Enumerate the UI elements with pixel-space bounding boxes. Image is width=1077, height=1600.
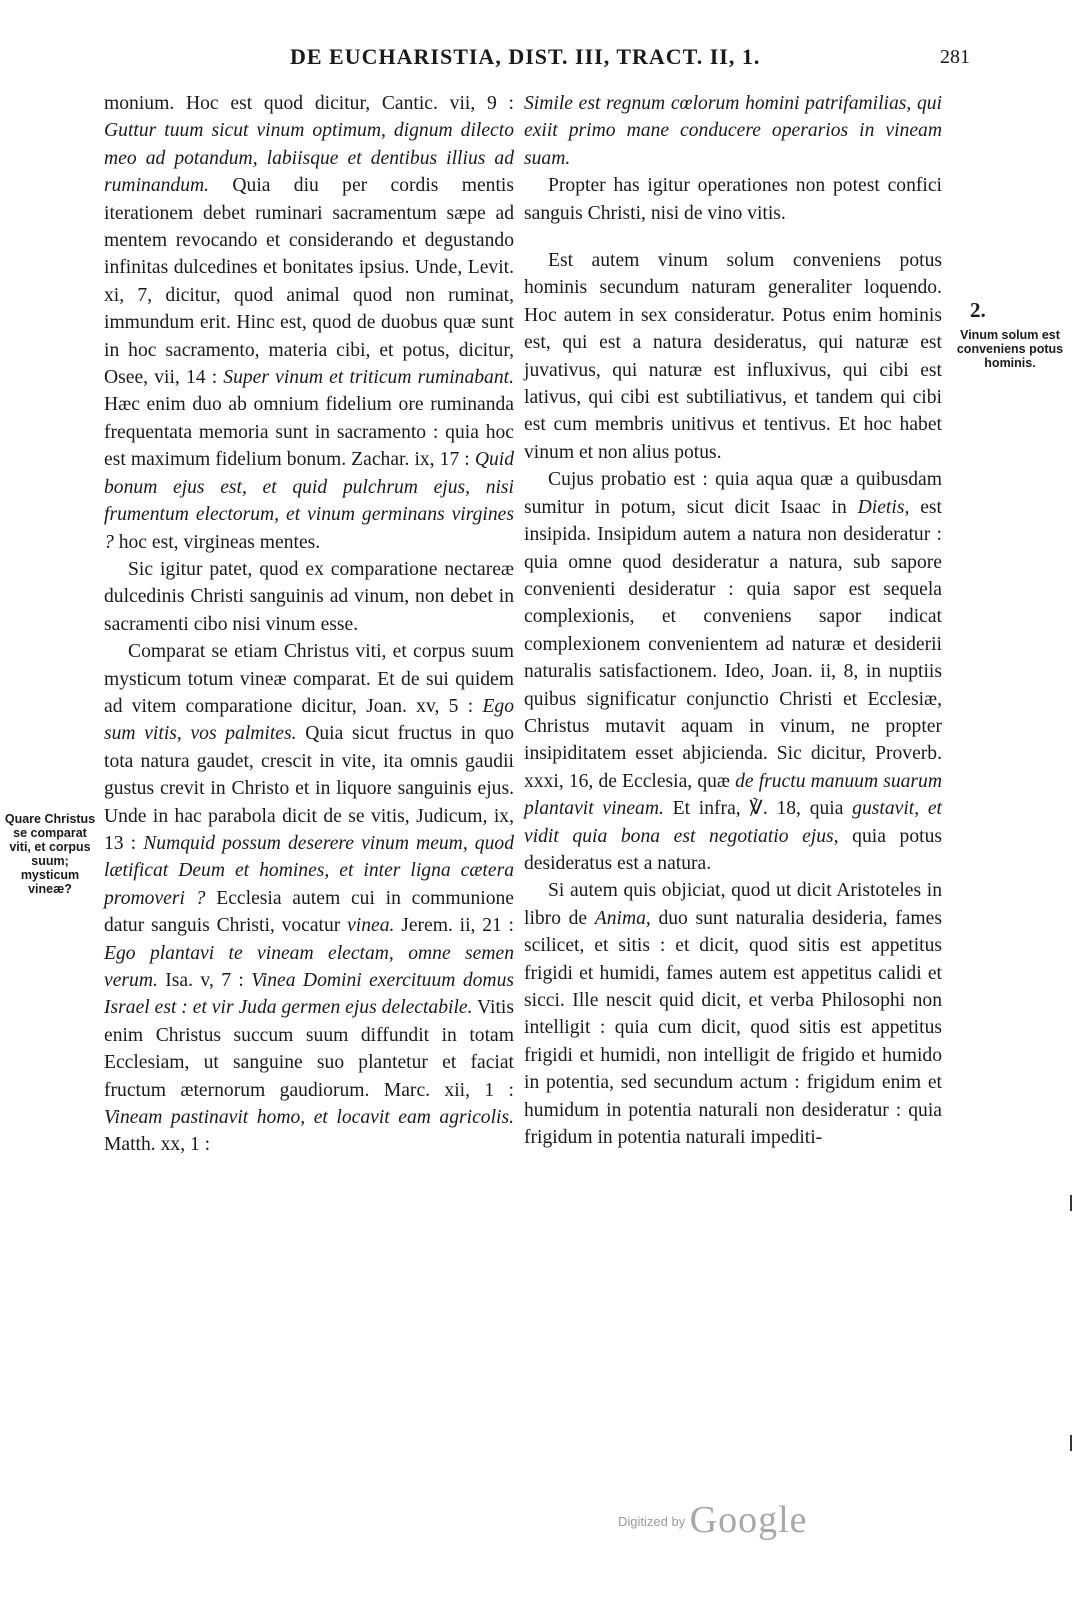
text-run: Hæc enim duo ab omnium fidelium ore ruminanda frequentata memoria sunt in sacramento : quia hoc est maximum fidelium bonum. Zachar. ix, 17 : xyxy=(104,394,514,471)
italic-quote: Numquid possum deserere vinum meum, quod lætificat Deum et homines, et inter ligna cætera promoveri ? xyxy=(104,832,514,909)
paragraph xyxy=(104,556,514,638)
italic-quote: Vinea Domini exercituum domus Israel est : et vir Juda germen ejus delectabile. xyxy=(104,970,514,1019)
text-run: Vitis enim Christus succum suum diffundit in totam Ecclesiam, ut sanguine suo plantetur et faciat fructum æternorum gaudiorum. Marc. xii, 1 : xyxy=(104,997,514,1101)
paragraph xyxy=(524,172,942,227)
right-edge-mark xyxy=(1070,1435,1072,1451)
italic-quote: Vineam pastinavit homo, et locavit eam agricolis. xyxy=(104,1107,514,1129)
paragraph xyxy=(104,638,514,1159)
italic-quote: Anima, xyxy=(594,907,651,929)
paragraph xyxy=(524,466,942,877)
page-number: 281 xyxy=(940,46,970,68)
italic-quote: Ego plantavi te vineam electam, omne semen verum. xyxy=(104,942,514,991)
italic-quote: Dietis, xyxy=(857,496,910,518)
text-run: Ecclesia autem cui in communione datur sanguis Christi, vocatur xyxy=(104,887,514,937)
right-edge-mark xyxy=(1070,1195,1072,1211)
text-run: Matth. xx, 1 : xyxy=(104,1134,211,1156)
text-run: Et infra, ℣. 18, quia xyxy=(663,798,853,820)
digitization-footer xyxy=(618,1498,808,1542)
text-run: Quia sicut fructus in quo tota natura gaudet, crescit in vite, ita omnis gaudii gustus crevit in Christo et in liquore sanguinis ejus. Unde in hac parabola dicit de se vitis, Judicum, ix, 13 : xyxy=(104,723,514,854)
italic-quote: Quid bonum ejus est, et quid pulchrum ejus, nisi frumentum electorum, et vinum germinans virgines ? xyxy=(104,449,514,553)
right-column xyxy=(524,90,942,1151)
italic-quote: gustavit, et vidit quia bona est negotiatio ejus, xyxy=(524,798,942,847)
text-run: quia potus desideratus est a natura. xyxy=(524,825,942,874)
text-run: monium. Hoc est quod dicitur, Cantic. vii, 9 : xyxy=(104,93,514,114)
italic-quote: de fructu manuum suarum plantavit vineam. xyxy=(524,770,942,820)
running-title: DE EUCHARISTIA, DIST. III, TRACT. II, 1. xyxy=(290,44,761,69)
text-run: Quia diu per cordis mentis iterationem debet ruminari sacramentum sæpe ad mentem revocando et considerando et degustando infinitas dulcedines et bonitates ipsius. Unde, Levit. xi, 7, dicitur, quod animal quod non ruminat, immundum erit. Hinc est, quod de duobus quæ sunt in hoc sacramento, materia cibi, et potus, dicitur, Osee, vii, 14 : xyxy=(104,175,514,389)
text-run: Jerem. ii, 21 : xyxy=(394,915,514,937)
left-column xyxy=(104,90,514,1159)
digitized-by-label: Digitized by xyxy=(618,1514,686,1529)
text-run: est insipida. Insipidum autem a natura non desideratur : quia omne quod desideratur a natura, sub sapore convenienti desideratur : quia sapor est sequela complexionis, et conveniens sapor indicat complexionem convenientem ad naturæ et desiderii naturalis satisfactionem. Ideo, Joan. ii, 8, in nuptiis quibus significatur conjunctio Christi et Ecclesiæ, Christus mutavit aquam in vinum, ne propter insipiditatem esset abjicienda. Sic dicitur, Proverb. xxxi, 16, de Ecclesia, quæ xyxy=(524,496,942,792)
text-run: Cujus probatio est : quia aqua quæ a quibusdam sumitur in potum, sicut dicit Isaac in xyxy=(524,469,942,518)
italic-quote: Simile est regnum cœlorum homini patrifamilias, qui exiit primo mane conducere operarios in vineam suam. xyxy=(524,93,942,169)
margin-section-number: 2. xyxy=(970,298,986,322)
google-logo: Google xyxy=(689,1499,808,1541)
page-header xyxy=(290,44,970,84)
text-run: Comparat se etiam Christus viti, et corpus suum mysticum totum vineæ comparat. Et de sui quidem ad vitem comparatione dicitur, Joan. xv, 5 : xyxy=(104,641,514,717)
text-run: Sic igitur patet, quod ex comparatione nectareæ dulcedinis Christi sanguinis ad vinum, non debet in sacramenti cibo nisi vinum esse. xyxy=(104,558,514,635)
italic-quote: Ego sum vitis, vos palmites. xyxy=(104,695,514,745)
text-run: Propter has igitur operationes non potest confici sanguis Christi, nisi de vino vitis. xyxy=(524,175,942,224)
text-run: hoc est, virgineas mentes. xyxy=(113,531,321,553)
italic-quote: Super vinum et triticum ruminabant. xyxy=(223,367,514,389)
text-run: Isa. v, 7 : xyxy=(157,970,252,991)
text-run: Est autem vinum solum conveniens potus hominis secundum naturam generaliter loquendo. Hoc autem in sex consideratur. Potus enim hominis est, qui est a natura desideratus, qui naturæ est juvativus, qui naturæ est influxivus, qui cibi est lativus, qui cibi est subtiliativus, et tandem qui cibi est cum membris unitivus et tentivus. Et hoc habet vinum et non alius potus. xyxy=(524,250,942,463)
margin-note-right: Vinum solum est conveniens potus hominis. xyxy=(956,328,1064,370)
text-run: duo sunt naturalia desideria, fames scilicet, et sitis : et dicit, quod sitis est appetitus frigidi et humidi, fames autem est appetitus calidi et sicci. Ille nescit quid dicit, et verba Philosophi non intelligit : quia cum dicit, quod sitis est appetitus frigidi et humidi, non intelligit de frigido et humido in potentia, sed secundum actum : frigidum enim et humidum in potentia naturali non desideratur : quia frigidum in potentia naturali impediti- xyxy=(524,907,942,1149)
italic-quote: vinea. xyxy=(347,915,395,937)
margin-note-left: Quare Christus se comparat viti, et corpus suum; mysticum vineæ? xyxy=(4,812,96,896)
text-run: Si autem quis objiciat, quod ut dicit Aristoteles in libro de xyxy=(524,880,942,929)
italic-quote: Guttur tuum sicut vinum optimum, dignum dilecto meo ad potandum, labiisque et dentibus illius ad ruminandum. xyxy=(104,120,514,197)
paragraph xyxy=(524,247,942,466)
paragraph xyxy=(104,90,514,556)
paragraph xyxy=(524,90,942,172)
paragraph xyxy=(524,877,942,1151)
